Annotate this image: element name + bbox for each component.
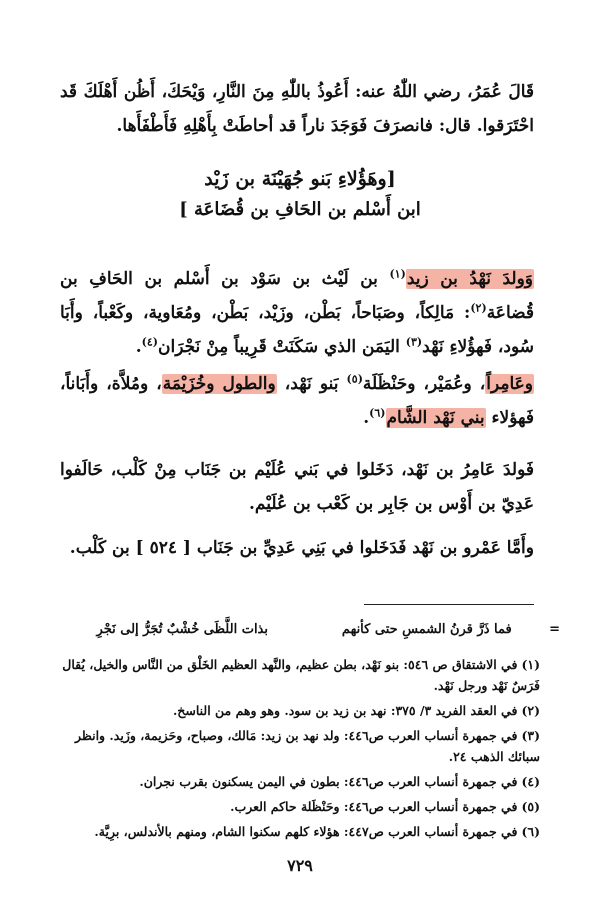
poem-continuation-mark: = (549, 622, 560, 637)
footnote-4 (56, 771, 540, 792)
highlight-amir: وعَامِراً (486, 374, 533, 394)
footnote-marker-1[interactable]: (١) (389, 267, 406, 281)
poem-hemistich-1: فما ذَرَّ قرنُ الشمسِ حتى كأنهم (341, 622, 512, 637)
footnote-text: في جمهرة أنساب العرب ص٤٤٦: بطون في اليمن يسكنون بقرب نجران. (139, 774, 518, 789)
footnote-6 (56, 821, 540, 842)
footnote-marker-5[interactable]: (٥) (346, 372, 363, 386)
footnote-marker-2[interactable]: (٢) (470, 301, 487, 315)
poem-verse (60, 622, 560, 637)
footnote-5 (56, 796, 540, 817)
section-heading-line2: ابن أَسْلم بن الحَافِ بن قُضَاعَة ] (179, 199, 421, 220)
highlight-tawl-khuzayma: والطول وخُزَيْمَة (162, 374, 276, 394)
paragraph-text: اليَمَن الذي سَكَنَتْ قَرِيباً مِنْ نَجْرَان (157, 337, 406, 357)
footnote-text: في العقد الفريد ٣/ ٣٧٥: نهد بن زيد بن سود. وهو وهم من الناسخ. (172, 703, 518, 718)
paragraph-text: ، ومُلاَّة، وأَبَاناً، فَهؤلاء (60, 374, 534, 428)
paragraph-amr: وأَمَّا عَمْرو بن نَهْد فَدَخَلوا في بَنِي عَدِيِّ بن جَنَاب [ ٥٢٤ ] بن كَلْب. (69, 538, 534, 558)
footnote-text: في جمهرة أنساب العرب ص٤٤٦: ولد نهد بن زيد: مَالك، وصباح، وحَزيمة، وزَيد. وانظر سبائك الذهب ٢٤. (74, 728, 540, 764)
paragraph-text: ، وعُمَيْر، وحَنْظَلَة (362, 374, 486, 394)
footnote-number: (٦) (521, 824, 540, 839)
footnote-number: (٣) (521, 728, 540, 743)
footnote-1 (56, 654, 540, 696)
footnote-3 (56, 725, 540, 767)
paragraph-amir (60, 367, 534, 435)
footnote-text: في الاشتقاق ص ٥٤٦: بنو نَهْد، بطن عظيم، والنَّهد العظيم الخَلْق من النَّاس والخيل، يُقال فَرَسٌ نَهْد ورجل نَهْد. (62, 657, 540, 693)
footnote-divider (364, 604, 534, 605)
paragraph-umar: قَالَ عُمَرُ، رضي اللّٰهُ عنه: أَعُوذُ باللّٰهِ مِنَ النَّارِ، وَيْحَكَ، أَظُن أَهْلَكَ قَد احْتَرَقوا. قال: فانصرَفَ فَوَجَدَ ناراً قد أحاطَتْ بِأَهْلِهِ فَأَطْفَأَها. (60, 82, 534, 136)
paragraph-text: بن لَيْث بن سَوْد بن أَسْلم بن الحَافِ بن قُضاعَة (60, 269, 534, 323)
footnotes (56, 654, 540, 846)
page-number: ٧٢٩ (287, 856, 313, 875)
paragraph-amir-descendants: فَولدَ عَامِرُ بن نَهْد، دَخَلوا في بَني عُلَيْم بن جَنَاب مِنْ كَلْب، حَالَفوا عَدِيّ بن أَوْس بن جَابِر بن كَعْب بن عُلَيْم. (60, 460, 534, 514)
poem-hemistich-2: بذات اللَّظَى خُشْبٌ تُجَرُّ إلى نَجْرِ (96, 622, 269, 637)
paragraph-text: : مَالِكاً، وصَبَاحاً، بَطْن، وزَيْد، بَطْن، ومُعَاوية، وكَعْباً، وأَبَا سُود، فَهؤُلاءِ نَهْد (60, 303, 534, 357)
footnote-marker-4[interactable]: (٤) (141, 335, 158, 349)
footnote-marker-3[interactable]: (٣) (405, 335, 423, 349)
footnote-marker-6[interactable]: (٦) (369, 406, 386, 420)
paragraph-text: . (135, 337, 142, 357)
paragraph-text: بَنو نَهْد، (276, 374, 347, 394)
section-heading-line1: [وهَؤُلاءِ بَنو جُهَيْنَة بن زَيْد (204, 168, 396, 190)
footnote-text: في جمهرة أنساب العرب ص٤٤٦: وحَنْظَلة حاكم العرب. (230, 799, 518, 814)
highlight-bani-nahd-sham: بني نَهْد الشَّام (386, 408, 485, 428)
paragraph-text: . (363, 408, 370, 428)
paragraph-nahd-sons (60, 262, 534, 364)
footnote-number: (٢) (521, 703, 540, 718)
footnote-2 (56, 700, 540, 721)
footnote-number: (١) (521, 657, 540, 672)
footnote-number: (٥) (521, 799, 540, 814)
footnote-number: (٤) (521, 774, 540, 789)
highlight-nahd-ibn-zayd: وَولدَ نَهْدُ بن زيد (406, 269, 533, 289)
footnote-text: في جمهرة أنساب العرب ص٤٤٧: هؤلاء كلهم سكنوا الشام، ومنهم بالأندلس، برِيَّة. (94, 824, 518, 839)
